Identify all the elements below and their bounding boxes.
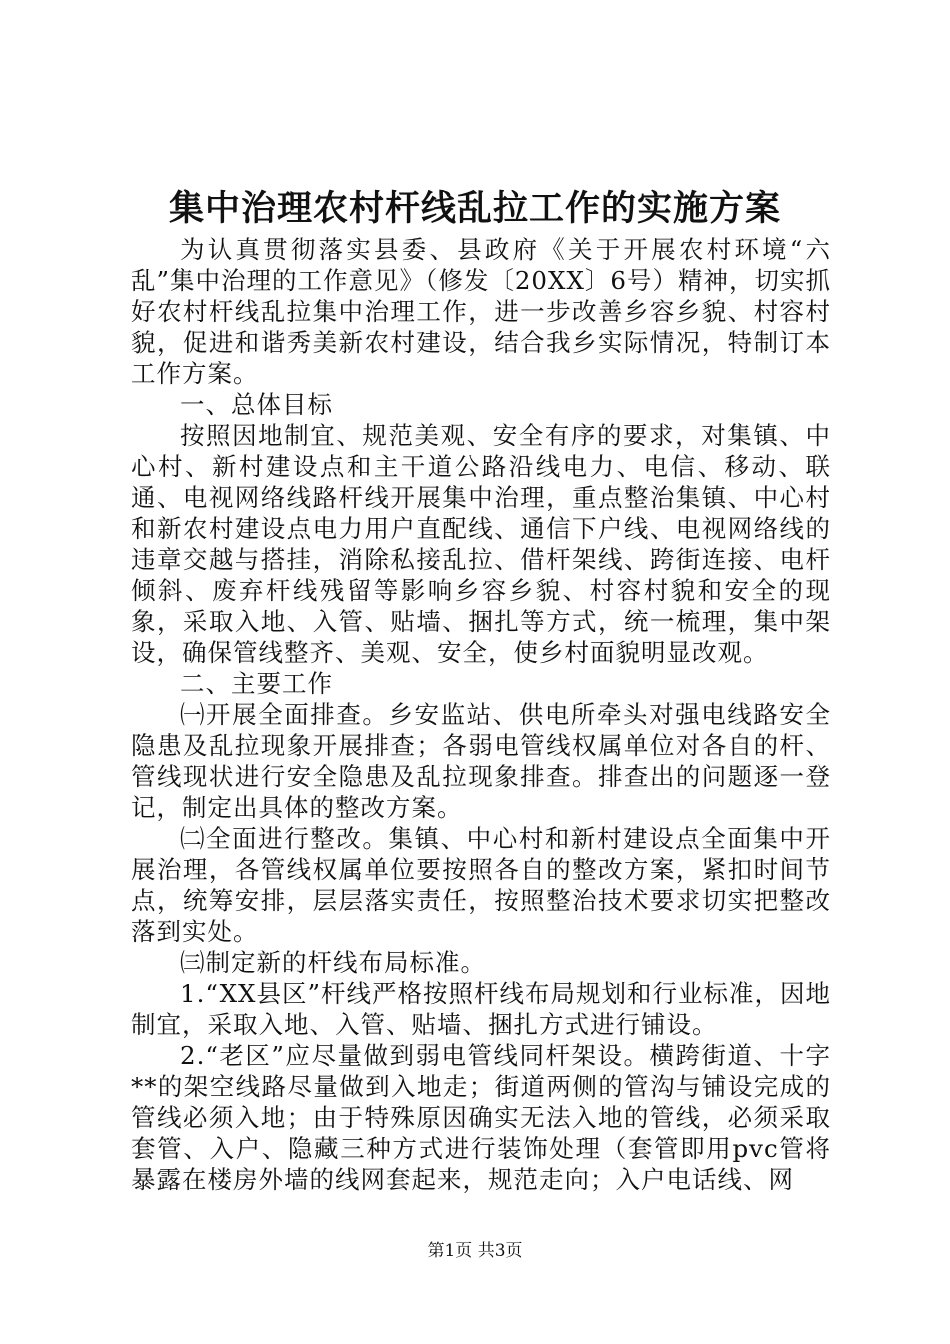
document-title: 集中治理农村杆线乱拉工作的实施方案 [168, 188, 781, 229]
paragraph-standard-item-2: 2.“老区”应尽量做到弱电管线同杆架设。横跨街道、十字**的架空线路尽量做到入地走；街道两侧的管沟与铺设完成的管线必须入地；由于特殊原因确实无法入地的管线，必须采取套管、入户、隐藏三种方式进行装饰处理（套管即用pvc管将暴露在楼房外墙的线网套起来，规范走向；入户电话线、网 [131, 1041, 831, 1194]
paragraph-new-standard: ㈢制定新的杆线布局标准。 [180, 948, 486, 977]
document-body [131, 234, 831, 1195]
heading-overall-goal: 一、总体目标 [180, 390, 333, 419]
paragraph-intro: 为认真贯彻落实县委、县政府《关于开展农村环境“六乱”集中治理的工作意见》（修发〔20XX〕6号）精神，切实抓好农村杆线乱拉集中治理工作，进一步改善乡容乡貌、村容村貌，促进和谐秀美新农村建设，结合我乡实际情况，特制订本工作方案。 [131, 235, 831, 388]
paragraph-overall-goal: 按照因地制宜、规范美观、安全有序的要求，对集镇、中心村、新村建设点和主干道公路沿线电力、电信、移动、联通、电视网络线路杆线开展集中治理，重点整治集镇、中心村和新农村建设点电力用户直配线、通信下户线、电视网络线的违章交越与搭挂，消除私接乱拉、借杆架线、跨街连接、电杆倾斜、废弃杆线残留等影响乡容乡貌、村容村貌和安全的现象，采取入地、入管、贴墙、捆扎等方式，统一梳理，集中架设，确保管线整齐、美观、安全，使乡村面貌明显改观。 [131, 421, 831, 667]
paragraph-standard-item-1: 1.“XX县区”杆线严格按照杆线布局规划和行业标准，因地制宜，采取入地、入管、贴墙、捆扎方式进行铺设。 [131, 979, 831, 1039]
page-number: 第1页 共3页 [427, 1241, 523, 1261]
paragraph-investigation: ㈠开展全面排查。乡安监站、供电所牵头对强电线路安全隐患及乱拉现象开展排查；各弱电管线权属单位对各自的杆、管线现状进行安全隐患及乱拉现象排查。排查出的问题逐一登记，制定出具体的整改方案。 [131, 700, 831, 822]
heading-main-work: 二、主要工作 [180, 669, 333, 698]
paragraph-rectification: ㈡全面进行整改。集镇、中心村和新村建设点全面集中开展治理，各管线权属单位要按照各自的整改方案，紧扣时间节点，统筹安排，层层落实责任，按照整治技术要求切实把整改落到实处。 [131, 824, 831, 946]
